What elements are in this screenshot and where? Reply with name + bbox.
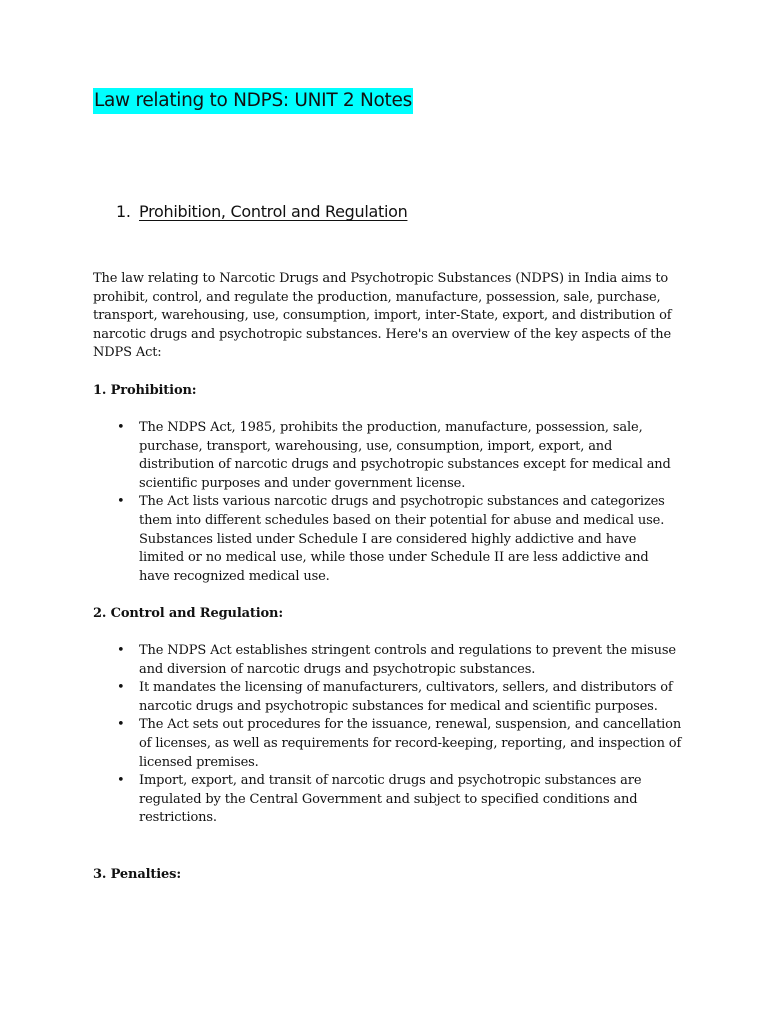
subsection-heading-penalties: 3. Penalties: (93, 867, 181, 882)
list-item-text: It mandates the licensing of manufacturers, cultivators, sellers, and distributors of narcotic drugs and psychotropic substances for medical and scientific purposes. (139, 680, 673, 714)
list-item-text: The Act sets out procedures for the issuance, renewal, suspension, and cancellation of licenses, as well as requirements for record-keeping, reporting, and inspection of licensed premises. (139, 717, 682, 770)
subsection-heading-control-regulation: 2. Control and Regulation: (93, 606, 283, 621)
bullet-icon: • (117, 420, 125, 435)
bullet-list-prohibition (93, 419, 683, 586)
section-heading (116, 200, 407, 224)
list-item-text: Import, export, and transit of narcotic drugs and psychotropic substances are regulated by the Central Government and subject to specified conditions and restrictions. (139, 773, 642, 826)
section-number: 1. (116, 202, 131, 221)
list-item-text: The Act lists various narcotic drugs and psychotropic substances and categorizes them into different schedules based on their potential for abuse and medical use. Substances listed under Schedule I are considered highly addictive and have limited or no medical use, while those under Schedule II are less addictive and have recognized medical use. (139, 494, 665, 584)
list-item (93, 419, 683, 493)
list-item (93, 772, 683, 828)
bullet-icon: • (117, 643, 125, 658)
section-heading-text: Prohibition, Control and Regulation (139, 202, 408, 221)
list-item (93, 642, 683, 679)
bullet-icon: • (117, 717, 125, 733)
list-item (93, 679, 683, 716)
list-item (93, 493, 683, 586)
bullet-list-control-regulation (93, 642, 683, 828)
intro-paragraph: The law relating to Narcotic Drugs and Psychotropic Substances (NDPS) in India aims to prohibit, control, and regulate the production, manufacture, possession, sale, purchase, transport, warehousing, use, consumption, import, inter-State, export, and distribution of narcotic drugs and psychotropic substances. Here's an overview of the key aspects of the NDPS Act: (93, 271, 672, 361)
list-item-text: The NDPS Act establishes stringent controls and regulations to prevent the misuse and diversion of narcotic drugs and psychotropic substances. (139, 643, 676, 677)
bullet-icon: • (117, 680, 125, 696)
subsection-heading-prohibition: 1. Prohibition: (93, 383, 197, 398)
bullet-icon: • (117, 494, 125, 510)
bullet-icon: • (117, 773, 125, 789)
document-title: Law relating to NDPS: UNIT 2 Notes (93, 88, 413, 114)
list-item (93, 716, 683, 772)
list-item-text: The NDPS Act, 1985, prohibits the production, manufacture, possession, sale, purchase, transport, warehousing, use, consumption, import, export, and distribution of narcotic drugs and psychotropic substances except for medical and scientific purposes and under government license. (139, 420, 671, 491)
